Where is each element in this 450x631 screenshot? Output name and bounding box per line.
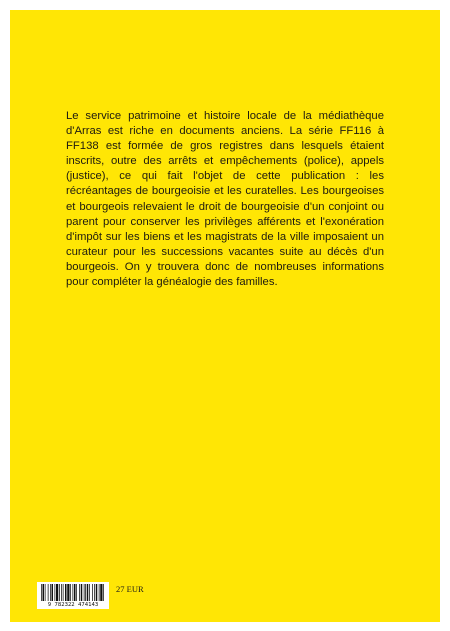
barcode-bar bbox=[85, 584, 86, 601]
barcode-bar bbox=[94, 584, 95, 601]
barcode-bar bbox=[73, 584, 74, 601]
barcode-bars bbox=[41, 584, 105, 601]
price-label: 27 EUR bbox=[116, 584, 144, 594]
barcode-bar bbox=[84, 584, 85, 601]
barcode-bar bbox=[99, 584, 100, 601]
barcode-bar bbox=[103, 584, 104, 601]
barcode-bar bbox=[65, 584, 67, 601]
barcode-bar bbox=[56, 584, 58, 601]
barcode-bar bbox=[92, 584, 93, 601]
barcode-bar bbox=[63, 584, 64, 601]
barcode-bar bbox=[96, 584, 98, 601]
barcode-bar bbox=[45, 584, 46, 601]
isbn-barcode bbox=[37, 582, 109, 609]
barcode-bar bbox=[48, 584, 49, 601]
barcode-bar bbox=[41, 584, 42, 601]
barcode-bar bbox=[43, 584, 45, 601]
barcode-bar bbox=[81, 584, 83, 601]
barcode-bar bbox=[89, 584, 90, 601]
isbn-number: 9 782322 474143 bbox=[47, 602, 99, 608]
barcode-bar bbox=[61, 584, 62, 601]
barcode-bar bbox=[87, 584, 89, 601]
barcode-bar bbox=[70, 584, 71, 601]
barcode-bar bbox=[79, 584, 80, 601]
barcode-bar bbox=[100, 584, 102, 601]
barcode-bar bbox=[76, 584, 77, 601]
barcode-bar bbox=[74, 584, 76, 601]
back-cover-blurb: Le service patrimoine et histoire locale de la médiathèque d'Arras est riche en documents anciens. La série FF116 à FF138 est formée de gros registres dans lesquels étaient inscrits, outre des arrêts et empêchements (police), appels (justice), ce qui fait l'objet de cette publication : les récréantages de bourgeoisie et les curatelles. Les bourgeoises et bourgeois relevaient le droit de bourgeoisie d'un conjoint ou parent pour conserver les privilèges afférents et l'exonération d'impôt sur les biens et les magistrats de la ville imposaient un curateur pour les successions vacantes suite au décès d'un bourgeois. On y trouvera donc de nombreuses informations pour compléter la généalogie des familles. bbox=[66, 110, 384, 289]
barcode-bar bbox=[50, 584, 51, 601]
barcode-bar bbox=[52, 584, 54, 601]
barcode-bar bbox=[55, 584, 56, 601]
barcode-bar bbox=[67, 584, 69, 601]
back-cover bbox=[10, 10, 440, 622]
barcode-bar bbox=[59, 584, 60, 601]
